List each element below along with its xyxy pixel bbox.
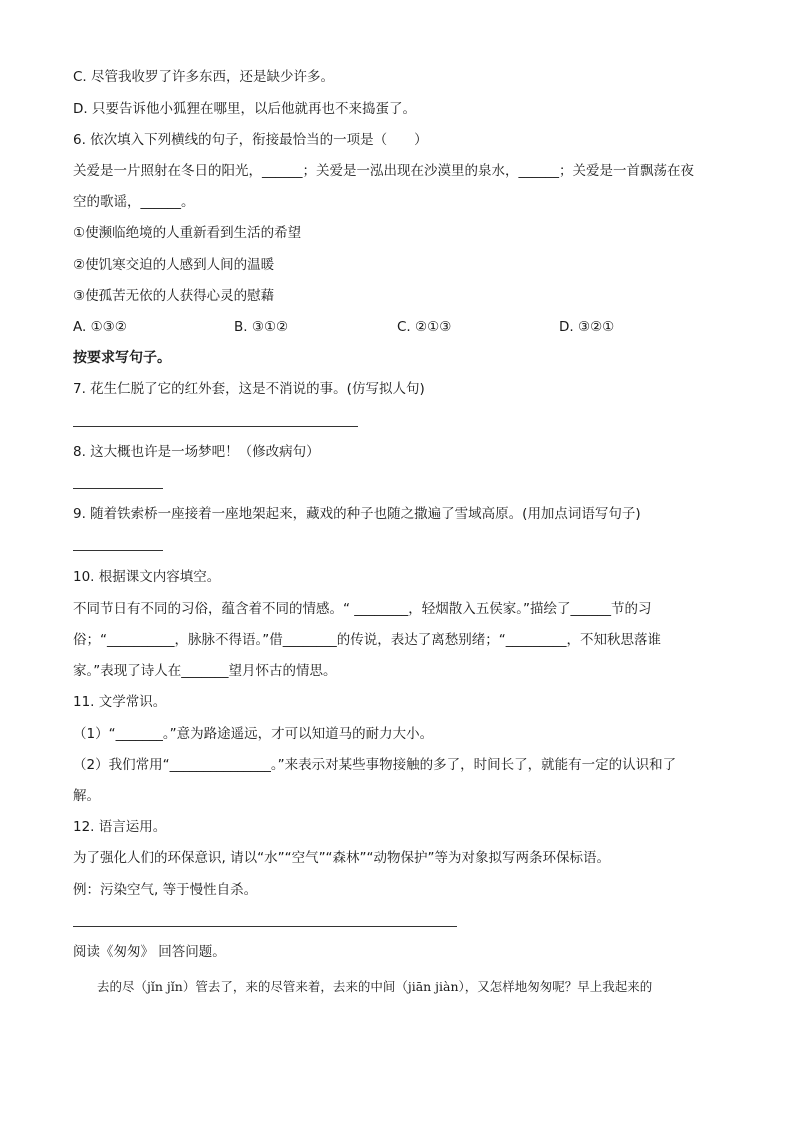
q9-answer-line	[73, 550, 163, 551]
q11-part-2: （2）我们常用“_______________。”来表示对某些事物接触的多了，时间长了，就能有一定的认识和了	[73, 757, 677, 773]
q12-example: 例：污染空气, 等于慢性自杀。	[73, 882, 258, 898]
option-c-line: C. 尽管我收罗了许多东西，还是缺少许多。	[73, 69, 335, 85]
q6-sentence-line-2: 空的歌谣，______。	[73, 194, 195, 210]
question-7: 7. 花生仁脱了它的红外套，这是不消说的事。(仿写拟人句)	[73, 381, 425, 397]
q6-option-d: D. ③②①	[559, 319, 615, 335]
q6-option-b: B. ③①②	[234, 319, 289, 335]
q11-part-1: （1）“_______。”意为路途遥远，才可以知道马的耐力大小。	[73, 726, 434, 742]
question-8: 8. 这大概也许是一场梦吧！（修改病句）	[73, 444, 320, 460]
q6-choice-3: ③使孤苦无依的人获得心灵的慰藉	[73, 288, 275, 304]
question-11: 11. 文学常识。	[73, 694, 167, 710]
q10-line-2: 俗；“__________，脉脉不得语。”借________的传说，表达了离愁别绪；“_________，不知秋思落谁	[73, 632, 661, 648]
q6-option-c: C. ②①③	[397, 319, 452, 335]
option-d-line: D. 只要告诉他小狐狸在哪里，以后他就再也不来捣蛋了。	[73, 101, 416, 117]
q12-answer-line	[73, 926, 457, 927]
q6-choice-1: ①使濒临绝境的人重新看到生活的希望	[73, 225, 302, 241]
question-9: 9. 随着铁索桥一座接着一座地架起来，藏戏的种子也随之撒遍了雪域高原。(用加点词语写句子)	[73, 506, 641, 522]
q6-choice-2: ②使饥寒交迫的人感到人间的温暖	[73, 257, 275, 273]
q8-answer-line	[73, 488, 163, 489]
q10-line-3: 家。”表现了诗人在_______望月怀古的情思。	[73, 663, 337, 679]
q6-sentence-line-1: 关爱是一片照射在冬日的阳光，______；关爱是一泓出现在沙漠里的泉水，______；关爱是一首飘荡在夜	[73, 163, 694, 179]
passage-text: 去的尽（jǐn jǐn）管去了，来的尽管来着，去来的中间（jiān jiàn），又怎样地匆匆呢？早上我起来的	[97, 979, 653, 994]
question-10: 10. 根据课文内容填空。	[73, 569, 221, 585]
q12-instruction: 为了强化人们的环保意识, 请以“水”“空气”“森林”“动物保护”等为对象拟写两条环保标语。	[73, 850, 611, 866]
q11-part-2-cont: 解。	[73, 788, 100, 804]
reading-heading: 阅读《匆匆》 回答问题。	[73, 944, 226, 960]
question-6: 6. 依次填入下列横线的句子，衔接最恰当的一项是（ ）	[73, 132, 428, 148]
section-heading: 按要求写句子。	[73, 350, 171, 366]
question-12: 12. 语言运用。	[73, 819, 167, 835]
q10-line-1: 不同节日有不同的习俗，蕴含着不同的情感。“ ________，轻烟散入五侯家。”描绘了______节的习	[73, 601, 652, 617]
q7-answer-line	[73, 426, 358, 427]
q6-option-a: A. ①③②	[73, 319, 127, 335]
